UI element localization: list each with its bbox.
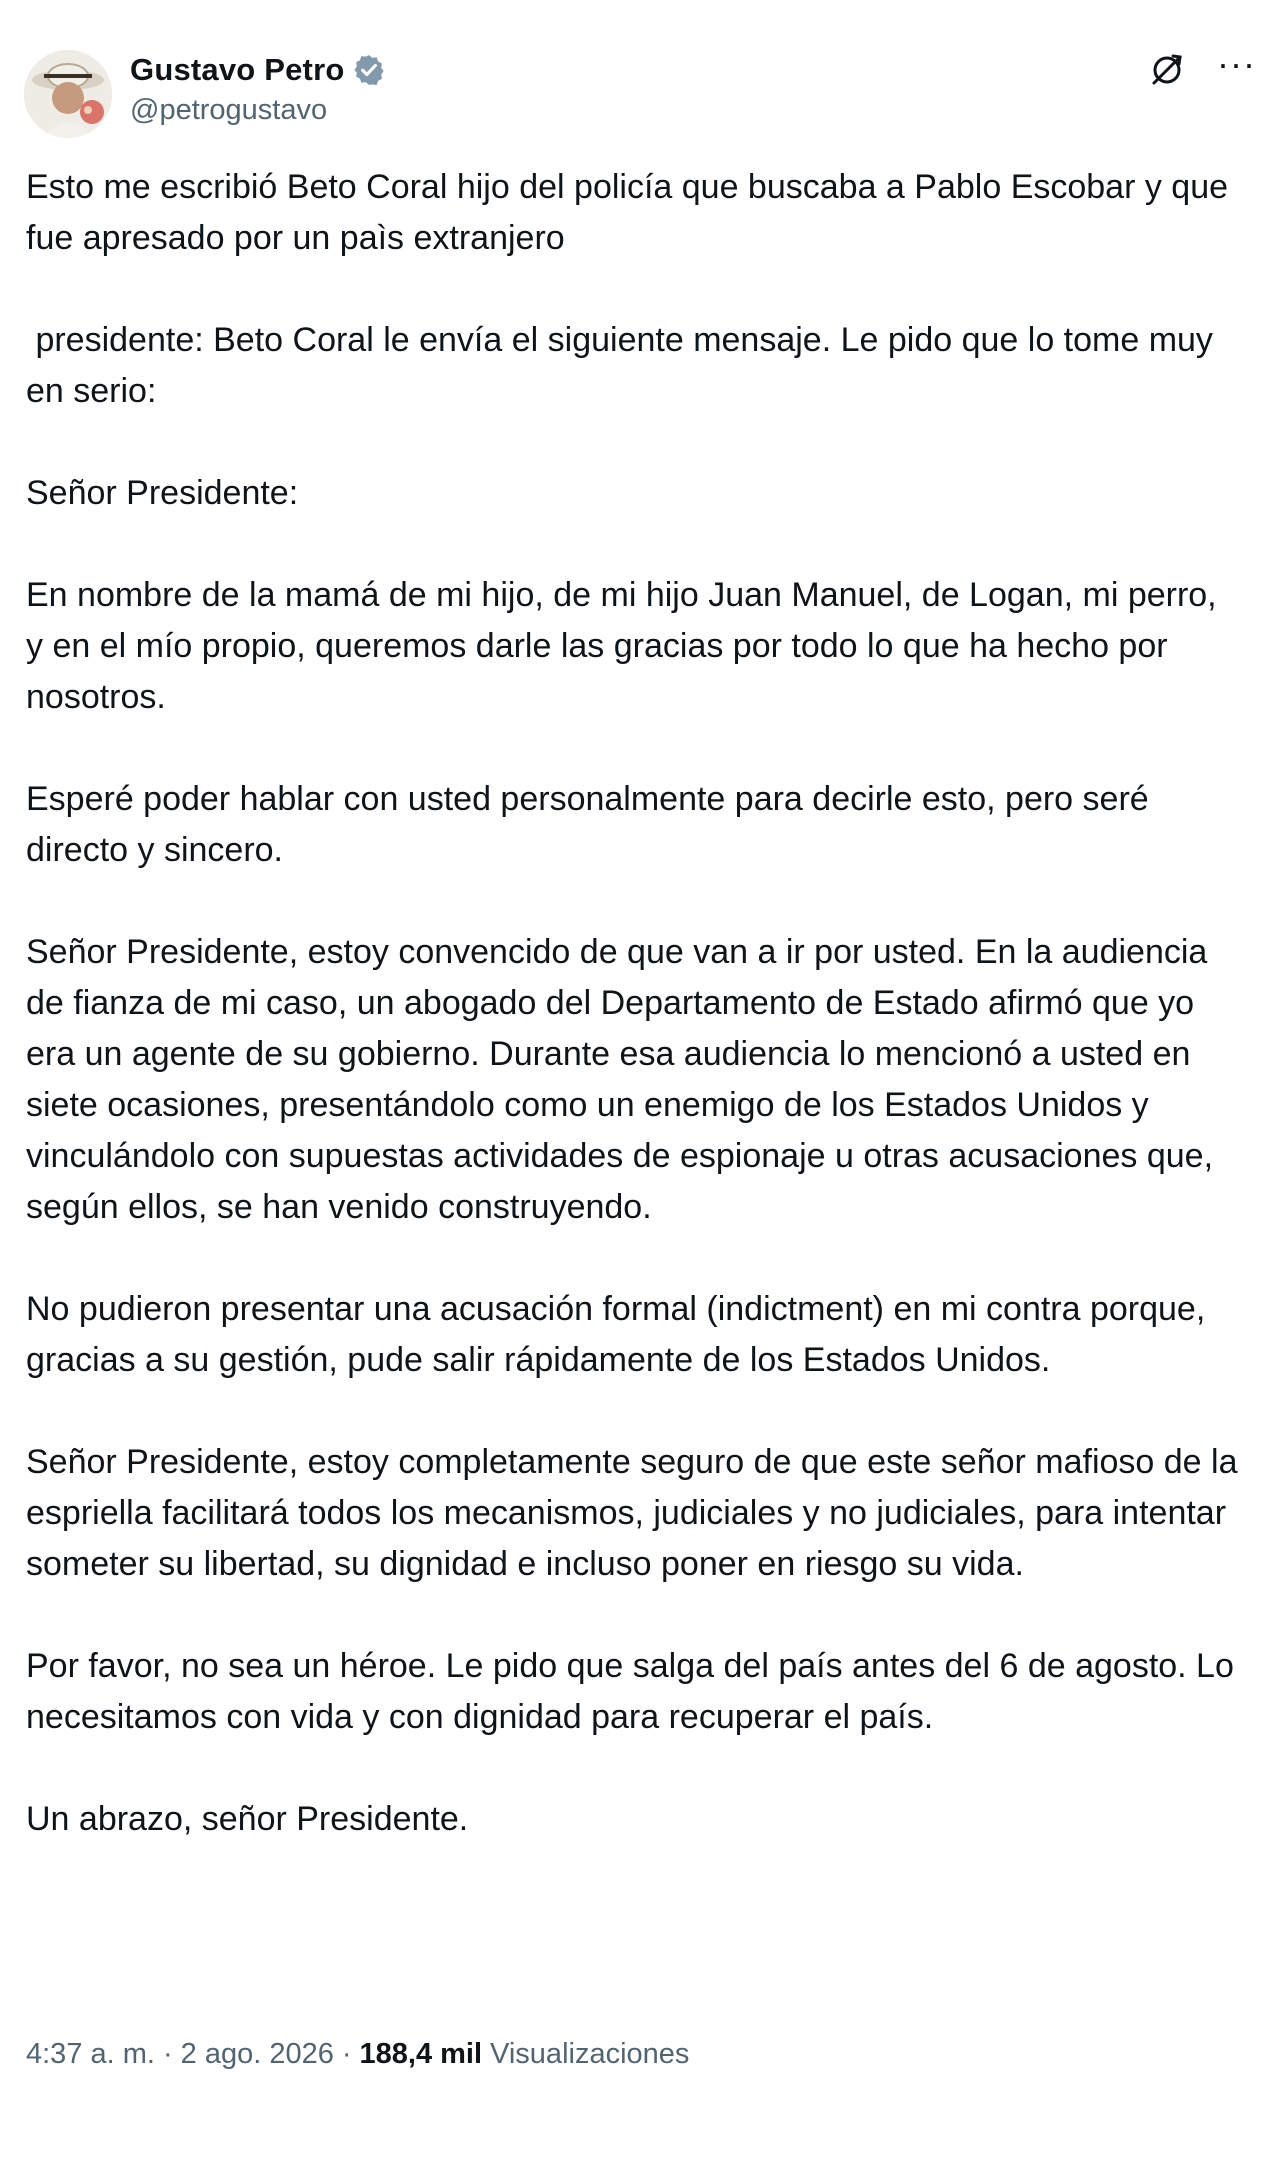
more-options-icon[interactable]: ···	[1217, 43, 1256, 84]
meta-separator: ·	[341, 2038, 352, 2070]
display-name-row	[130, 50, 386, 90]
avatar[interactable]	[24, 50, 112, 138]
tweet-paragraph: Un abrazo, señor Presidente.	[26, 1800, 469, 1838]
tweet-paragraph: Señor Presidente, estoy convencido de que van a ir por usted. En la audiencia de fianza de mi caso, un abogado del Departamento de Estado afirmó que yo era un agente de su gobierno. Durante esa audiencia lo mencionó a usted en siete ocasiones, presentándolo como un enemigo de los Estados Unidos y vinculándolo con supuestas actividades de espionaje u otras acusaciones que, según ellos, se han venido construyendo.	[26, 933, 1223, 1226]
verified-badge-icon	[352, 53, 386, 87]
tweet-paragraph: Esperé poder hablar con usted personalmente para decirle esto, pero seré directo y sincero.	[26, 780, 1159, 869]
tweet-text	[26, 162, 1247, 1896]
tweet-paragraph: En nombre de la mamá de mi hijo, de mi hijo Juan Manuel, de Logan, mi perro, y en el mío propio, queremos darle las gracias por todo lo que ha hecho por nosotros.	[26, 576, 1227, 716]
tweet-header	[24, 44, 1256, 144]
meta-separator: ·	[162, 2038, 173, 2070]
tweet-paragraph: Por favor, no sea un héroe. Le pido que salga del país antes del 6 de agosto. Lo necesitamos con vida y con dignidad para recuperar el país.	[26, 1647, 1244, 1736]
tweet-date[interactable]: 2 ago. 2026	[180, 2038, 334, 2070]
tweet-time[interactable]: 4:37 a. m.	[26, 2038, 155, 2070]
views-count: 188,4 mil	[359, 2038, 483, 2070]
tweet-paragraph: Esto me escribió Beto Coral hijo del policía que buscaba a Pablo Escobar y que fue apresado por un paìs extranjero	[26, 168, 1238, 257]
handle[interactable]: @petrogustavo	[130, 94, 328, 126]
tweet-paragraph: Señor Presidente:	[26, 474, 299, 512]
views-label: Visualizaciones	[490, 2038, 690, 2070]
display-name[interactable]: Gustavo Petro	[130, 52, 345, 87]
tweet-meta	[26, 2038, 689, 2071]
tweet-paragraph: No pudieron presentar una acusación formal (indictment) en mi contra porque, gracias a su gestión, pude salir rápidamente de los Estados Unidos.	[26, 1290, 1215, 1379]
header-actions	[1147, 43, 1256, 90]
grok-icon[interactable]	[1147, 50, 1187, 90]
tweet-paragraph: Señor Presidente, estoy completamente seguro de que este señor mafioso de la espriella facilitará todos los mecanismos, judiciales y no judiciales, para intentar someter su libertad, su dignidad e incluso poner en riesgo su vida.	[26, 1443, 1247, 1583]
user-block	[130, 50, 386, 127]
tweet-paragraph: presidente: Beto Coral le envía el siguiente mensaje. Le pido que lo tome muy en serio:	[26, 321, 1223, 410]
